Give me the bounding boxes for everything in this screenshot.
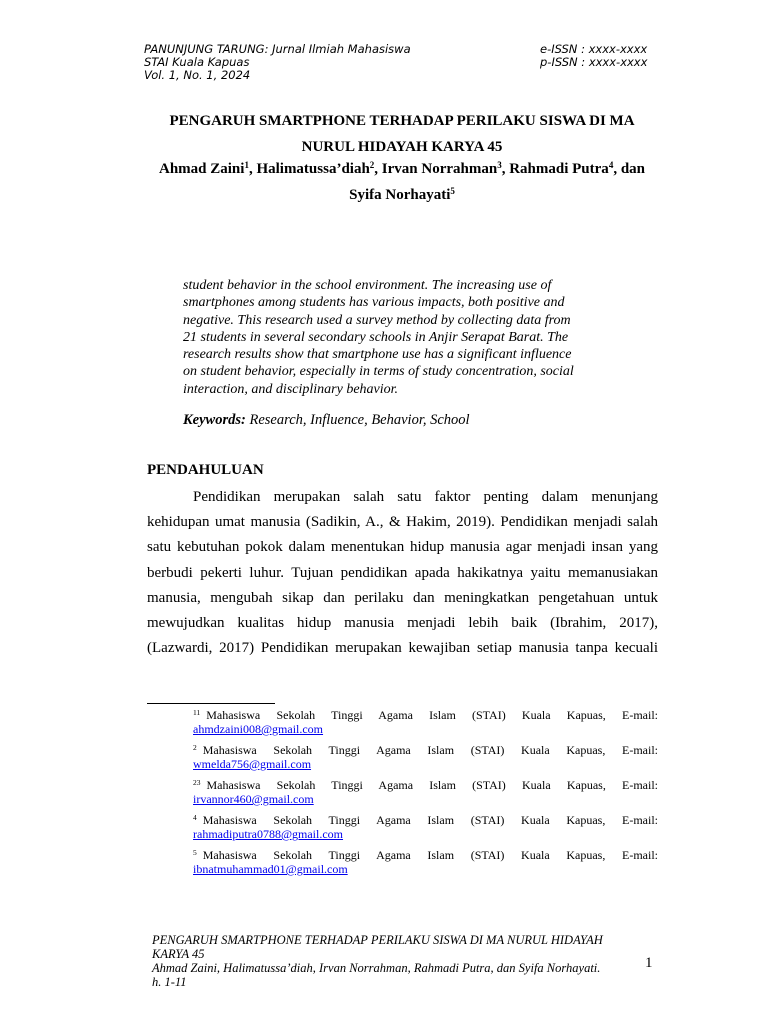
footer-title-line: PENGARUH SMARTPHONE TERHADAP PERILAKU SISWA DI MA NURUL HIDAYAH [152,933,603,947]
institution-name: STAI Kuala Kapuas [144,55,250,69]
abstract-line: student behavior in the school environment. The increasing use of [183,278,552,293]
footnote-text: Mahasiswa Sekolah Tinggi Agama Islam (STAI) Kuala Kapuas, E-mail: [206,778,658,792]
abstract-line: research results show that smartphone use has a significant influence [183,347,572,363]
footnote-email-link[interactable]: ibnatmuhammad01@gmail.com [193,862,348,876]
pissn: p-ISSN : xxxx-xxxx [540,55,648,69]
volume-info: Vol. 1, No. 1, 2024 [144,68,251,82]
footnote-mark: 2 [193,743,197,752]
footnote [193,708,658,736]
author-affiliation-mark: 3 [497,160,502,170]
keywords-list: Research, Influence, Behavior, School [245,412,470,428]
footnote-email-link[interactable]: ahmdzaini008@gmail.com [193,722,324,736]
footnote-email-link[interactable]: irvannor460@gmail.com [193,792,314,806]
footnote [193,813,658,841]
abstract-line: negative. This research used a survey method by collecting data from [183,312,571,328]
footer-title-line: KARYA 45 [152,947,205,961]
abstract-line: interaction, and disciplinary behavior. [183,381,399,397]
footer-pages: h. 1-11 [152,975,187,989]
author-separator: , [248,161,257,177]
author-conjunction: , dan [613,161,645,177]
keywords [183,412,617,429]
footnote-text-line [193,778,658,792]
footnote-mark: 23 [193,778,201,787]
author-separator: , [501,161,510,177]
section-heading: PENDAHULUAN [147,462,264,478]
footnote [193,778,658,806]
footnote-text-line [193,813,658,827]
footnote-text: Mahasiswa Sekolah Tinggi Agama Islam (STAI) Kuala Kapuas, E-mail: [202,848,658,862]
author-affiliation-mark: 1 [244,160,249,170]
author-line-2 [140,182,664,208]
body-line: manusia, mengubah sikap dan perilaku dan meningkatkan pengetahuan untuk [147,589,658,606]
body-line: kehidupan umat manusia (Sadikin, A., & Hakim, 2019). Pendidikan menjadi salah [147,514,658,531]
eissn: e-ISSN : xxxx-xxxx [540,42,648,56]
footnote-mark: 11 [193,708,201,717]
footnote-text-line [193,708,658,722]
author-separator: , [374,161,382,177]
body-paragraph [147,485,658,661]
author-name: Syifa Norhayati [349,187,451,203]
author-name: Rahmadi Putra [509,161,609,177]
footnote-text-line [193,848,658,862]
footnote-separator [147,703,275,704]
author-name: Ahmad Zaini [158,161,245,177]
footnote-email-link[interactable]: rahmadiputra0788@gmail.com [193,827,344,841]
paper-title [140,108,664,160]
body-line [147,485,658,510]
running-footer [152,933,632,989]
body-line: mewujudkan kualitas hidup manusia menjadi lebih baik (Ibrahim, 2017), [147,615,658,632]
body-line: berbudi pekerti luhur. Tujuan pendidikan apada hakikatnya yaitu memanusiakan [147,564,658,581]
page-number: 1 [645,955,653,971]
body-line: (Lazwardi, 2017) Pendidikan merupakan kewajiban setiap manusia tanpa kecuali [147,640,658,657]
abstract-line: on student behavior, especially in terms of study concentration, social [183,364,574,380]
body-line-text: Pendidikan merupakan salah satu faktor penting dalam menunjang [193,489,658,505]
abstract-line: smartphones among students has various impacts, both positive and [183,295,565,311]
author-affiliation-mark: 5 [450,186,455,196]
author-name: Irvan Norrahman [381,161,498,177]
footnote-text-line [193,743,658,757]
footnote-mark: 4 [193,813,197,822]
abstract-text [183,277,617,398]
author-name: Halimatussa’diah [256,161,370,177]
running-header-left [144,43,411,82]
footnote-text: Mahasiswa Sekolah Tinggi Agama Islam (STAI) Kuala Kapuas, E-mail: [202,813,658,827]
author-line-1 [140,156,664,182]
body-line: satu kebutuhan pokok dalam menentukan hidup manusia agar menjadi insan yang [147,539,658,556]
footnote [193,848,658,876]
title-line-2: NURUL HIDAYAH KARYA 45 [301,139,503,155]
footer-authors: Ahmad Zaini, Halimatussa’diah, Irvan Norrahman, Rahmadi Putra, dan Syifa Norhayati. [152,961,601,975]
footnote-mark: 5 [193,848,197,857]
author-affiliation-mark: 2 [369,160,375,170]
footnote-email-link[interactable]: wmelda756@gmail.com [193,757,312,771]
footnote [193,743,658,771]
abstract-line: 21 students in several secondary schools in Anjir Serapat Barat. The [183,329,569,345]
title-line-1: PENGARUH SMARTPHONE TERHADAP PERILAKU SISWA DI MA [169,113,635,129]
footnotes [193,708,658,883]
running-header-right [540,43,647,69]
author-list [140,156,664,208]
keywords-label: Keywords: [183,412,246,428]
author-affiliation-mark: 4 [608,160,614,170]
footnote-text: Mahasiswa Sekolah Tinggi Agama Islam (STAI) Kuala Kapuas, E-mail: [202,743,658,757]
footnote-text: Mahasiswa Sekolah Tinggi Agama Islam (STAI) Kuala Kapuas, E-mail: [206,708,658,722]
journal-name: PANUNJUNG TARUNG: Jurnal Ilmiah Mahasiswa [144,42,411,56]
